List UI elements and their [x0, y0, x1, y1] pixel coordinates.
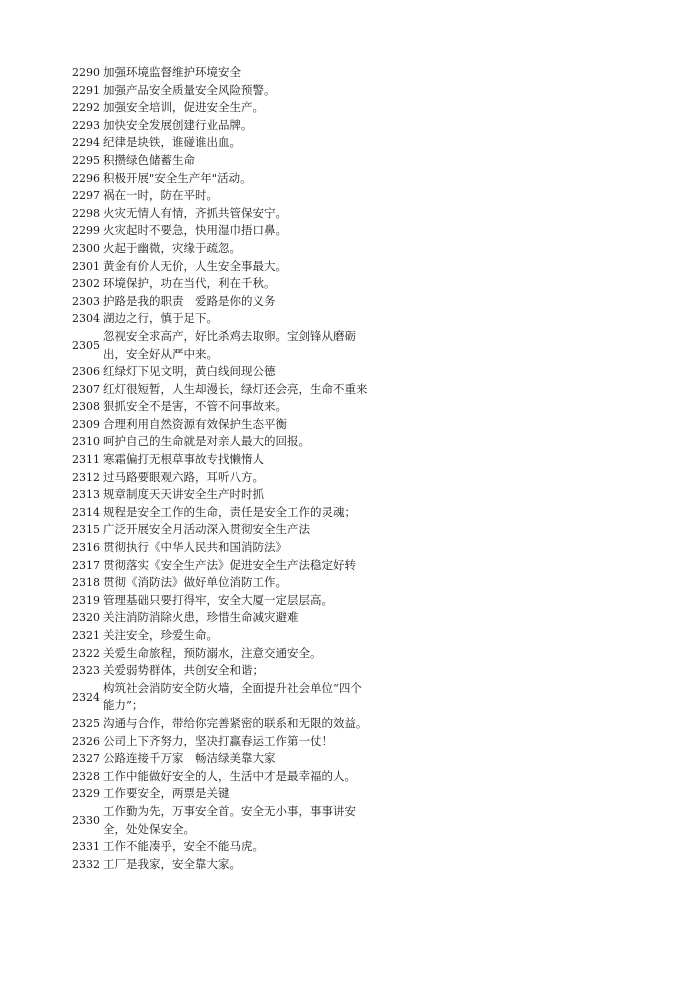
- entry-text: 红灯很短暂，人生却漫长，绿灯还会亮，生命不重来: [103, 381, 368, 396]
- entry-text: 公司上下齐努力，坚决打赢春运工作第一仗！: [103, 733, 333, 748]
- entry-text: 过马路要眼观六路，耳听八方。: [103, 469, 264, 484]
- list-item: [72, 557, 372, 575]
- entry-number: 2313: [72, 488, 100, 502]
- entry-number: 2304: [72, 312, 100, 326]
- entry-text: 贯彻执行《中华人民共和国消防法》: [103, 540, 287, 555]
- list-item: [72, 99, 372, 117]
- list-item: [72, 275, 372, 293]
- entry-text: 构筑社会消防安全防火墙，全面提升社会单位“四个能力”；: [103, 680, 362, 713]
- entry-text: 工作中能做好安全的人，生活中才是最幸福的人。: [103, 768, 356, 783]
- entry-text: 狠抓安全不是害，不管不问事故来。: [103, 399, 287, 414]
- entry-number: 2306: [72, 365, 100, 379]
- entry-text: 寒霜偏打无根草事故专找懒惰人: [103, 452, 264, 467]
- list-item: [72, 592, 372, 610]
- list-item: [72, 170, 372, 188]
- entry-text: 加强安全培训，促进安全生产。: [103, 100, 264, 115]
- entry-number: 2322: [72, 646, 100, 660]
- list-item: [72, 838, 372, 856]
- list-item: [72, 398, 372, 416]
- entry-text: 工厂是我家，安全靠大家。: [103, 856, 241, 871]
- entry-text: 广泛开展安全月活动深入贯彻安全生产法: [103, 522, 310, 537]
- entry-text: 加快安全发展创建行业品牌。: [103, 117, 253, 132]
- entry-number: 2331: [72, 840, 100, 854]
- list-item: [72, 627, 372, 645]
- list-item: [72, 134, 372, 152]
- list-item: [72, 469, 372, 487]
- entry-text: 关爱生命旅程，预防溺水，注意交通安全。: [103, 645, 322, 660]
- entry-number: 2305: [72, 338, 100, 352]
- entry-number: 2328: [72, 769, 100, 783]
- list-item: [72, 803, 372, 838]
- entry-number: 2317: [72, 558, 100, 572]
- list-item: [72, 416, 372, 434]
- entry-number: 2301: [72, 259, 100, 273]
- entry-number: 2329: [72, 787, 100, 801]
- list-item: [72, 715, 372, 733]
- entry-number: 2311: [72, 453, 100, 467]
- entry-text: 积攒绿色储蓄生命: [103, 152, 195, 167]
- entry-text: 纪律是块铁，谁碰谁出血。: [103, 135, 241, 150]
- list-item: [72, 258, 372, 276]
- entry-number: 2294: [72, 136, 100, 150]
- entry-text: 管理基础只要打得牢，安全大厦一定层层高。: [103, 592, 333, 607]
- list-item: [72, 310, 372, 328]
- entry-number: 2293: [72, 118, 100, 132]
- entry-number: 2297: [72, 189, 100, 203]
- entry-number: 2320: [72, 611, 100, 625]
- entry-number: 2326: [72, 734, 100, 748]
- entry-number: 2296: [72, 171, 100, 185]
- entry-text: 关注消防消除火患，珍惜生命减灾避难: [103, 610, 299, 625]
- list-item: [72, 381, 372, 399]
- list-item: [72, 222, 372, 240]
- slogan-list: [72, 64, 372, 873]
- list-item: [72, 733, 372, 751]
- entry-text: 工作要安全，两票是关键: [103, 786, 230, 801]
- entry-text: 火起于幽微，灾缘于疏忽。: [103, 240, 241, 255]
- list-item: [72, 856, 372, 874]
- entry-text: 工作勤为先，万事安全首。安全无小事，事事讲安全，处处保安全。: [103, 803, 356, 836]
- entry-number: 2310: [72, 435, 100, 449]
- entry-text: 忽视安全求高产，好比杀鸡去取卵。宝剑锋从磨砺出，安全好从严中来。: [103, 328, 356, 361]
- entry-text: 红绿灯下见文明，黄白线间现公德: [103, 364, 276, 379]
- list-item: [72, 521, 372, 539]
- list-item: [72, 240, 372, 258]
- entry-number: 2308: [72, 400, 100, 414]
- entry-text: 祸在一时，防在平时。: [103, 188, 218, 203]
- entry-number: 2323: [72, 664, 100, 678]
- list-item: [72, 152, 372, 170]
- list-item: [72, 187, 372, 205]
- entry-number: 2330: [72, 813, 100, 827]
- entry-text: 呵护自己的生命就是对亲人最大的回报。: [103, 434, 310, 449]
- entry-text: 护路是我的职责 爱路是你的义务: [103, 293, 276, 308]
- entry-text: 规章制度天天讲安全生产时时抓: [103, 487, 264, 502]
- entry-text: 湖边之行，慎于足下。: [103, 311, 218, 326]
- list-item: [72, 680, 372, 715]
- list-item: [72, 328, 372, 363]
- entry-text: 沟通与合作，带给你完善紧密的联系和无限的效益。: [103, 715, 368, 730]
- list-item: [72, 645, 372, 663]
- list-item: [72, 750, 372, 768]
- list-item: [72, 433, 372, 451]
- entry-number: 2315: [72, 523, 100, 537]
- entry-number: 2295: [72, 153, 100, 167]
- entry-text: 关注安全，珍爱生命。: [103, 628, 218, 642]
- entry-number: 2316: [72, 541, 100, 555]
- list-item: [72, 117, 372, 135]
- entry-number: 2300: [72, 241, 100, 255]
- entry-number: 2314: [72, 505, 100, 519]
- list-item: [72, 451, 372, 469]
- entry-text: 贯彻《消防法》做好单位消防工作。: [103, 575, 287, 590]
- list-item: [72, 82, 372, 100]
- entry-text: 黄金有价人无价，人生安全事最大。: [103, 258, 287, 273]
- entry-number: 2319: [72, 593, 100, 607]
- entry-number: 2303: [72, 294, 100, 308]
- list-item: [72, 768, 372, 786]
- list-item: [72, 293, 372, 311]
- entry-text: 环境保护，功在当代，利在千秋。: [103, 276, 276, 291]
- entry-text: 关爱弱势群体，共创安全和谐；: [103, 663, 264, 678]
- entry-text: 合理利用自然资源有效保护生态平衡: [103, 416, 287, 431]
- entry-text: 加强产品安全质量安全风险预警。: [103, 82, 276, 97]
- list-item: [72, 64, 372, 82]
- list-item: [72, 662, 372, 680]
- entry-text: 火灾无情人有情，齐抓共管保安宁。: [103, 205, 287, 220]
- entry-text: 工作不能凑乎，安全不能马虎。: [103, 839, 264, 854]
- entry-number: 2291: [72, 83, 100, 97]
- entry-text: 火灾起时不要急，快用湿巾捂口鼻。: [103, 223, 287, 238]
- entry-number: 2290: [72, 66, 100, 79]
- entry-number: 2292: [72, 101, 100, 115]
- list-item: [72, 486, 372, 504]
- list-item: [72, 363, 372, 381]
- entry-number: 2302: [72, 277, 100, 291]
- list-item: [72, 539, 372, 557]
- list-item: [72, 609, 372, 627]
- entry-number: 2332: [72, 857, 100, 871]
- entry-number: 2312: [72, 470, 100, 484]
- entry-number: 2318: [72, 576, 100, 590]
- entry-number: 2327: [72, 752, 100, 766]
- entry-text: 积极开展"安全生产年"活动。: [103, 170, 252, 185]
- list-item: [72, 574, 372, 592]
- entry-text: 加强环境监督维护环境安全: [103, 65, 241, 79]
- entry-text: 贯彻落实《安全生产法》促进安全生产法稳定好转: [103, 557, 356, 572]
- entry-number: 2307: [72, 382, 100, 396]
- entry-number: 2309: [72, 417, 100, 431]
- entry-number: 2299: [72, 224, 100, 238]
- entry-number: 2325: [72, 716, 100, 730]
- list-item: [72, 504, 372, 522]
- entry-number: 2321: [72, 629, 100, 642]
- entry-text: 规程是安全工作的生命，责任是安全工作的灵魂；: [103, 504, 356, 519]
- entry-text: 公路连接千万家 畅洁绿美靠大家: [103, 751, 276, 766]
- entry-number: 2324: [72, 690, 100, 704]
- list-item: [72, 205, 372, 223]
- list-item: [72, 785, 372, 803]
- entry-number: 2298: [72, 206, 100, 220]
